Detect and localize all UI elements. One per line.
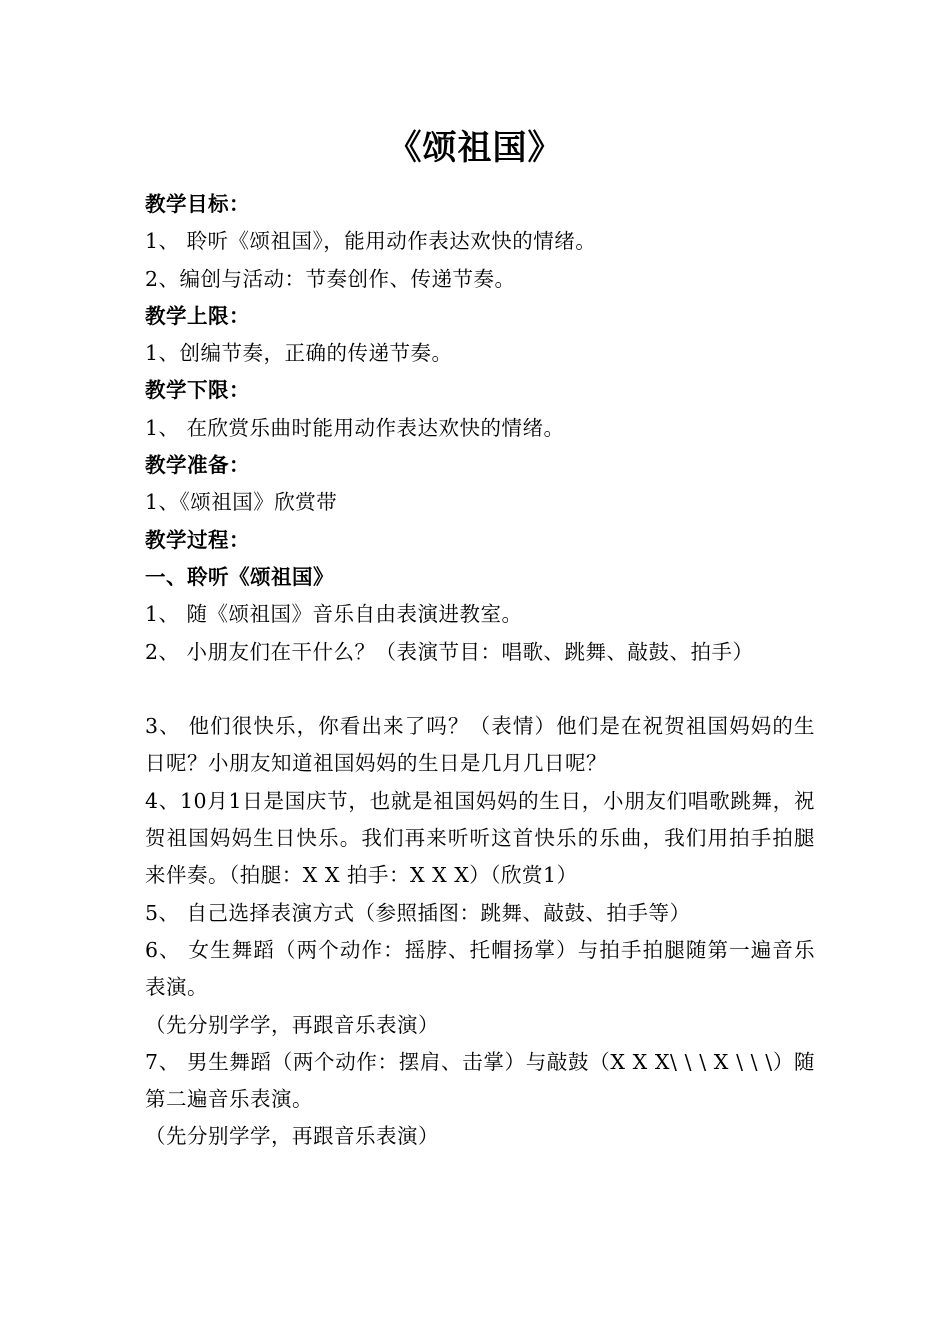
section-heading-upper: 教学上限： — [145, 303, 250, 328]
blank-line — [145, 671, 815, 708]
section-heading-goals: 教学目标： — [145, 192, 250, 216]
lower-item-1: 1、 在欣赏乐曲时能用动作表达欢快的情绪。 — [145, 415, 565, 440]
process-item-1: 1、 随《颂祖国》音乐自由表演进教室。 — [145, 602, 523, 627]
document-title: 《颂祖国》 — [387, 128, 563, 168]
process-note-2: （先分别学学，再跟音乐表演） — [145, 1124, 439, 1149]
prep-item-1: 1、《颂祖国》欣赏带 — [145, 490, 338, 515]
document-body — [145, 186, 815, 1156]
process-note-1: （先分别学学，再跟音乐表演） — [145, 1012, 439, 1037]
upper-item-1: 1、创编节奏，正确的传递节奏。 — [145, 341, 453, 366]
process-item-6: 6、 女生舞蹈（两个动作：摇脖、托帽扬掌）与拍手拍腿随第一遍音乐表演。 — [145, 937, 815, 1000]
goal-item-1: 1、 聆听《颂祖国》，能用动作表达欢快的情绪。 — [145, 229, 597, 254]
process-item-5: 5、 自己选择表演方式（参照插图：跳舞、敲鼓、拍手等） — [145, 900, 691, 925]
process-item-7: 7、 男生舞蹈（两个动作：摆肩、击掌）与敲鼓（X X X\ \ \ X \ \ \）随第二遍音乐表演。 — [145, 1049, 815, 1112]
goal-item-2: 2、编创与活动：节奏创作、传递节奏。 — [145, 266, 516, 291]
process-item-2: 2、 小朋友们在干什么？（表演节目：唱歌、跳舞、敲鼓、拍手） — [145, 639, 754, 664]
section-heading-lower: 教学下限： — [145, 378, 250, 403]
process-item-4: 4、10月1日是国庆节，也就是祖国妈妈的生日，小朋友们唱歌跳舞，祝贺祖国妈妈生日快乐。我们再来听听这首快乐的乐曲，我们用拍手拍腿来伴奏。（拍腿：X X 拍手：X X X）（欣赏1） — [145, 788, 815, 888]
section-heading-process: 教学过程： — [145, 527, 250, 552]
section-heading-prep: 教学准备： — [145, 453, 250, 478]
process-item-3: 3、 他们很快乐，你看出来了吗？（表情）他们是在祝贺祖国妈妈的生日呢？小朋友知道祖国妈妈的生日是几月几日呢？ — [145, 714, 815, 776]
process-subheading: 一、聆听《颂祖国》 — [145, 564, 334, 589]
